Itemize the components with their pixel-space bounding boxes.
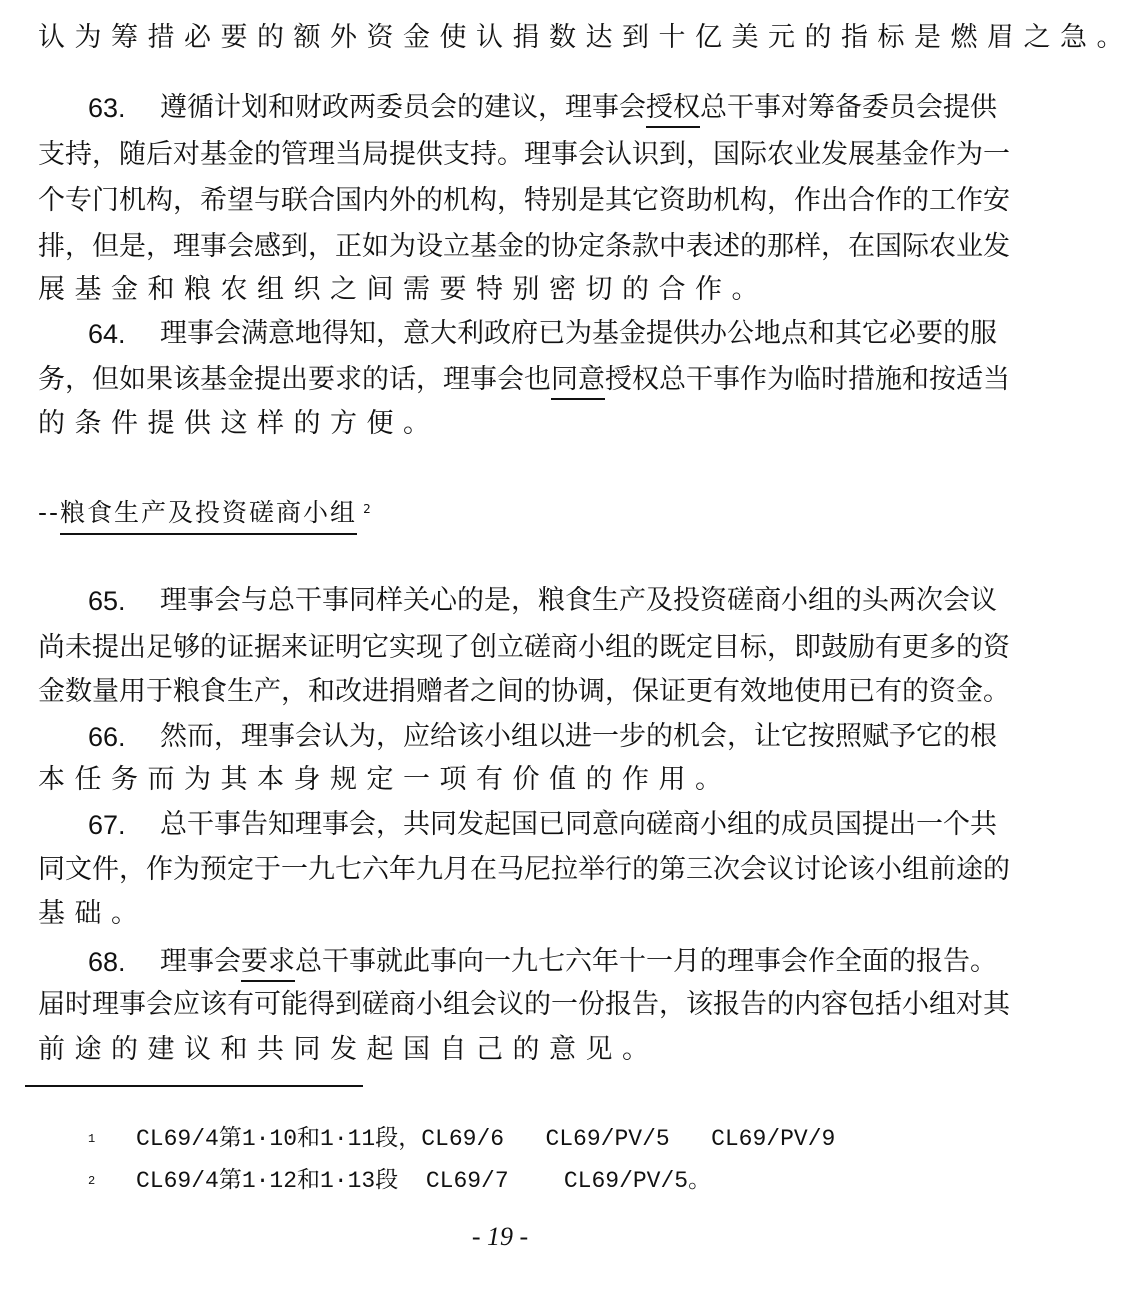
line-text <box>38 227 1010 267</box>
line-text <box>160 581 997 621</box>
text-line <box>38 135 1010 175</box>
text-segment: 本任务而为其本身规定一项有价值的作用。 <box>38 764 732 795</box>
footnote-text: CL69/4第1·10和1·11段，CL69/6 CL69/PV/5 CL69/PV/9 <box>136 1126 836 1152</box>
text-segment: 前途的建议和共同发起国自己的意见。 <box>38 1034 659 1065</box>
text-line <box>38 18 1133 58</box>
text-line <box>38 760 946 800</box>
text-segment: 排，但是，理事会感到，正如为设立基金的协定条款中表述的那样，在国际农业发 <box>38 231 1010 262</box>
text-segment: 总干事告知理事会，共同发起国已同意向磋商小组的成员国提出一个共 <box>160 809 997 840</box>
line-text <box>160 314 997 354</box>
underlined-text: 授权 <box>646 92 700 128</box>
underlined-text: 同意 <box>551 364 605 400</box>
text-line <box>38 360 1010 400</box>
text-line <box>38 404 946 444</box>
line-text <box>38 628 1010 668</box>
text-segment: 总干事就此事向一九七六年十一月的理事会作全面的报告。 <box>295 946 997 977</box>
footnote-2 <box>88 1166 711 1196</box>
footnote-text: CL69/4第1·12和1·13段 CL69/7 CL69/PV/5。 <box>136 1168 712 1194</box>
text-segment: 同文件，作为预定于一九七六年九月在马尼拉举行的第三次会议讨论该小组前途的 <box>38 854 1010 885</box>
footnote-divider <box>25 1085 363 1087</box>
underlined-text: 要求 <box>241 946 295 982</box>
text-line <box>38 88 997 128</box>
line-text <box>38 760 946 800</box>
text-segment: 理事会与总干事同样关心的是，粮食生产及投资磋商小组的头两次会议 <box>160 585 997 616</box>
paragraph-number: 68. <box>88 947 126 977</box>
heading-text: 粮食生产及投资磋商小组 <box>60 498 357 535</box>
text-segment: 展基金和粮农组织之间需要特别密切的合作。 <box>38 274 768 305</box>
line-text <box>160 88 997 128</box>
text-segment: 务，但如果该基金提出要求的话，理事会也 <box>38 364 551 395</box>
text-segment: 授权总干事作为临时措施和按适当 <box>605 364 1010 395</box>
heading-footnote-ref: 2 <box>363 502 373 516</box>
page-number: - 19 - <box>471 1222 529 1251</box>
text-line <box>38 894 946 934</box>
text-segment: 遵循计划和财政两委员会的建议，理事会 <box>160 92 646 123</box>
text-line <box>38 850 1010 890</box>
text-line <box>38 314 997 354</box>
line-text <box>160 805 997 845</box>
line-text <box>38 404 946 444</box>
line-text <box>160 717 997 757</box>
text-segment: 的条件提供这样的方便。 <box>38 408 440 439</box>
text-segment: 尚未提出足够的证据来证明它实现了创立磋商小组的既定目标，即鼓励有更多的资 <box>38 632 1010 663</box>
text-segment: 基础。 <box>38 898 148 929</box>
text-segment: 认为筹措必要的额外资金使认捐数达到十亿美元的指标是燃眉之急。 <box>38 22 1133 53</box>
text-segment: 个专门机构，希望与联合国内外的机构，特别是其它资助机构，作出合作的工作安 <box>38 185 1010 216</box>
line-text <box>38 360 1010 400</box>
line-text <box>38 985 1010 1025</box>
text-line <box>38 985 1010 1025</box>
text-segment: 金数量用于粮食生产，和改进捐赠者之间的协调，保证更有效地使用已有的资金。 <box>38 676 1010 707</box>
footnote-mark: 1 <box>88 1132 96 1146</box>
text-line <box>38 581 997 621</box>
text-segment: 理事会满意地得知，意大利政府已为基金提供办公地点和其它必要的服 <box>160 318 997 349</box>
text-line <box>38 942 997 982</box>
line-text <box>38 18 1133 58</box>
text-line <box>38 1030 946 1070</box>
text-segment: 理事会 <box>160 946 241 977</box>
text-line <box>38 628 1010 668</box>
paragraph-number: 65. <box>88 586 126 616</box>
text-line <box>38 270 946 310</box>
paragraph-number: 63. <box>88 93 126 123</box>
heading-prefix: -- <box>38 498 61 527</box>
text-segment: 届时理事会应该有可能得到磋商小组会议的一份报告，该报告的内容包括小组对其 <box>38 989 1010 1020</box>
paragraph-number: 67. <box>88 810 126 840</box>
line-text <box>38 270 946 310</box>
line-text <box>38 894 946 934</box>
line-text <box>38 1030 946 1070</box>
text-line <box>38 717 997 757</box>
text-segment: 然而，理事会认为，应给该小组以进一步的机会，让它按照赋予它的根 <box>160 721 997 752</box>
text-segment: 总干事对筹备委员会提供 <box>700 92 997 123</box>
text-line <box>38 805 997 845</box>
text-line <box>38 227 1010 267</box>
footnote-1 <box>88 1124 835 1154</box>
paragraph-number: 66. <box>88 722 126 752</box>
line-text <box>38 850 1010 890</box>
text-line <box>38 672 1010 712</box>
footnote-mark: 2 <box>88 1174 96 1188</box>
line-text <box>38 181 1010 221</box>
line-text <box>160 942 997 982</box>
text-line <box>38 181 1010 221</box>
line-text <box>38 672 1010 712</box>
section-heading <box>38 493 373 533</box>
paragraph-number: 64. <box>88 319 126 349</box>
text-segment: 支持，随后对基金的管理当局提供支持。理事会认识到，国际农业发展基金作为一 <box>38 139 1010 170</box>
line-text <box>38 135 1010 175</box>
